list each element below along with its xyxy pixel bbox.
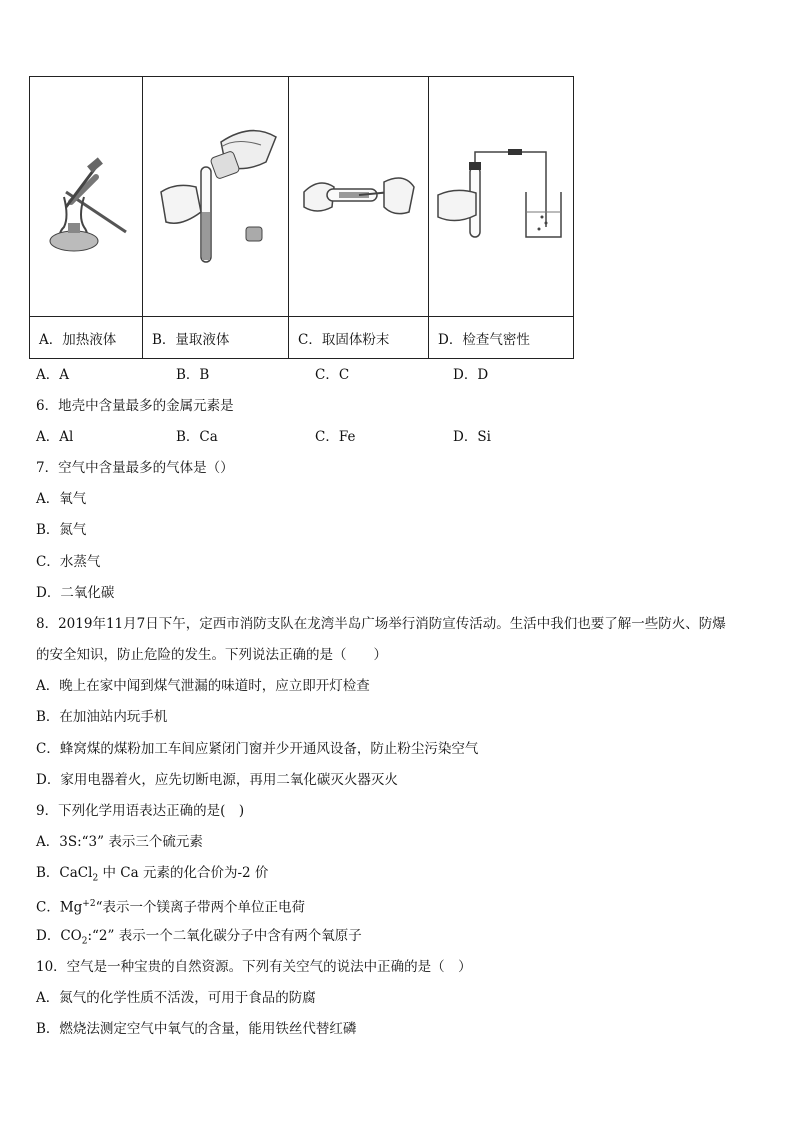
caption-a: A．加热液体 — [30, 317, 143, 359]
cell-image-b — [143, 77, 289, 317]
q8-option-d: D．家用电器着火，应先切断电源，再用二氧化碳灭火器灭火 — [36, 772, 398, 788]
q7-stem: 7．空气中含量最多的气体是（） — [36, 460, 234, 476]
q7-option-d: D．二氧化碳 — [36, 585, 115, 601]
q6-option-d: D．Si — [453, 429, 491, 445]
caption-b: B．量取液体 — [143, 317, 289, 359]
q6-option-a: A．Al — [36, 429, 74, 445]
q10-stem: 10．空气是一种宝贵的自然资源。下列有关空气的说法中正确的是（ ） — [36, 959, 472, 975]
q10-option-b: B．燃烧法测定空气中氧气的含量，能用铁丝代替红磷 — [36, 1021, 357, 1037]
q8-stem-line1: 8．2019年11月7日下午，定西市消防支队在龙湾半岛广场举行消防宣传活动。生活中我们也要了解一些防火、防爆 — [36, 616, 726, 632]
q10-option-a: A．氮气的化学性质不活泼，可用于食品的防腐 — [36, 990, 316, 1006]
q9-option-b: B．CaCl$_2$ 中 Ca 元素的化合价为-2 价 — [36, 865, 269, 884]
q5-option-a: A．A — [36, 367, 69, 383]
q8-option-a: A．晚上在家中闻到煤气泄漏的味道时，应立即开灯检查 — [36, 678, 370, 694]
cell-image-a — [30, 77, 143, 317]
caption-c: C．取固体粉末 — [289, 317, 429, 359]
cell-image-d — [429, 77, 574, 317]
q8-stem-line2: 的安全知识，防止危险的发生。下列说法正确的是（ ） — [36, 647, 387, 663]
q5-option-c: C．C — [315, 367, 350, 383]
checking-airtightness-illustration — [436, 147, 566, 247]
q7-option-a: A．氧气 — [36, 491, 87, 507]
q7-option-c: C．水蒸气 — [36, 554, 101, 570]
q8-option-c: C．蜂窝煤的煤粉加工车间应紧闭门窗并少开通风设备，防止粉尘污染空气 — [36, 741, 479, 757]
q6-stem: 6．地壳中含量最多的金属元素是 — [36, 398, 234, 414]
q8-option-b: B．在加油站内玩手机 — [36, 709, 168, 725]
q6-option-c: C．Fe — [315, 429, 356, 445]
q9-stem: 9．下列化学用语表达正确的是( ) — [36, 803, 245, 819]
caption-d: D．检查气密性 — [429, 317, 574, 359]
q5-option-b: B．B — [176, 367, 210, 383]
q9-option-c: C．$Mg^{+2}“$表示一个镁离子带两个单位正电荷 — [36, 899, 305, 916]
cell-image-c — [289, 77, 429, 317]
q9-option-a: A．3S:“3” 表示三个硫元素 — [36, 834, 203, 850]
q9-option-d: D．$CO_2:“2$” 表示一个二氧化碳分子中含有两个氧原子 — [36, 928, 362, 947]
taking-powder-illustration — [299, 167, 419, 227]
q7-option-b: B．氮气 — [36, 522, 87, 538]
heating-liquid-illustration — [36, 137, 136, 257]
experiment-options-table — [29, 76, 574, 359]
q5-option-d: D．D — [453, 367, 489, 383]
measuring-liquid-illustration — [151, 122, 281, 272]
q6-option-b: B．Ca — [176, 429, 218, 445]
